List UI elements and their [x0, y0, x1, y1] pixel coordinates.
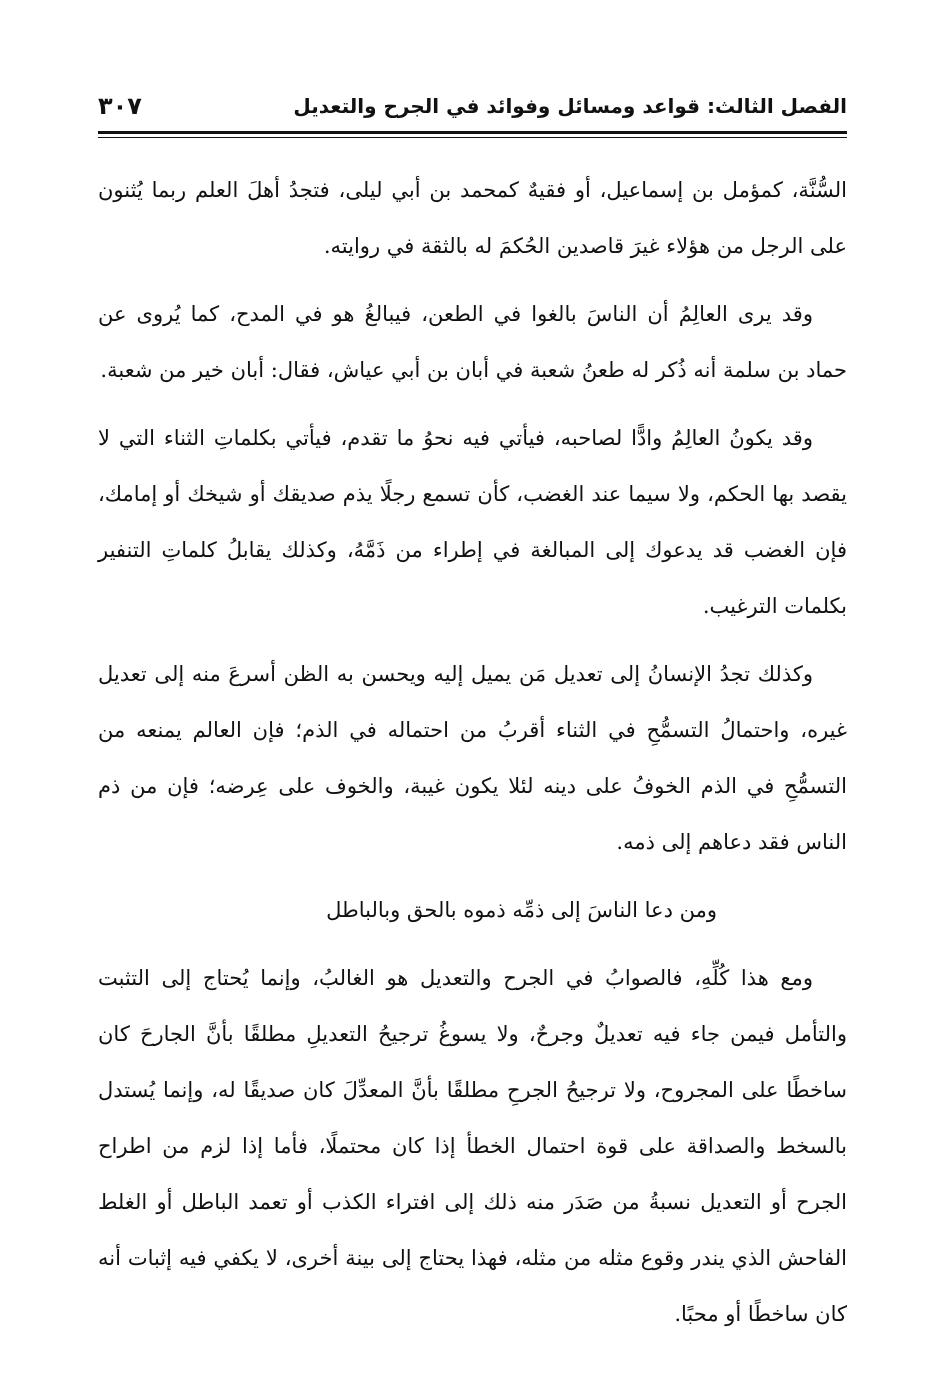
paragraph: وقد يكونُ العالِمُ وادًّا لصاحبه، فيأتي فيه نحوُ ما تقدم، فيأتي بكلماتِ الثناء التي لا يقصد بها الحكم، ولا سيما عند الغضب، كأن تسمع رجلًا يذم صديقك أو شيخك أو إمامك، فإن الغضب قد يدعوك إلى المبالغة في إطراء من ذَمَّهُ، وكذلك يقابلُ كلماتِ التنفير بكلمات الترغيب. [98, 426, 847, 618]
paragraph: وكذلك تجدُ الإنسانُ إلى تعديل مَن يميل إليه ويحسن به الظن أسرعَ منه إلى تعديل غيره، واحتمالُ التسمُّحِ في الثناء أقربُ من احتماله في الذم؛ فإن العالم يمنعه من التسمُّحِ في الذم الخوفُ على دينه لئلا يكون غيبة، والخوف على عِرضه؛ فإن من ذم الناس فقد دعاهم إلى ذمه. [98, 662, 847, 854]
page-header [98, 86, 847, 126]
paragraph: وقد يرى العالِمُ أن الناسَ بالغوا في الطعن، فيبالغُ هو في المدح، كما يُروى عن حماد بن سلمة أنه ذُكر له طعنُ شعبة في أبان بن أبي عياش، فقال: أبان خير من شعبة. [98, 302, 847, 382]
page-number: ٣٠٧ [98, 92, 142, 120]
header-rule-thick [98, 131, 847, 134]
body-text [98, 162, 847, 1354]
running-title: الفصل الثالث: قواعد ومسائل وفوائد في الجرح والتعديل [293, 94, 847, 118]
header-rule-thin [98, 137, 847, 138]
verse-line: ومن دعا الناسَ إلى ذمِّه ذموه بالحق وبالباطل [326, 898, 717, 922]
paragraph: السُّنَّة، كمؤمل بن إسماعيل، أو فقيهٌ كمحمد بن أبي ليلى، فتجدُ أهلَ العلم ربما يُثنون على الرجل من هؤلاء غيرَ قاصدين الحُكمَ له بالثقة في روايته. [98, 178, 847, 258]
paragraph: ومع هذا كُلِّهِ، فالصوابُ في الجرح والتعديل هو الغالبُ، وإنما يُحتاج إلى التثبت والتأمل فيمن جاء فيه تعديلٌ وجرحٌ، ولا يسوغُ ترجيحُ التعديلِ مطلقًا بأنَّ الجارحَ كان ساخطًا على المجروح، ولا ترجيحُ الجرحِ مطلقًا بأنَّ المعدِّلَ كان صديقًا له، وإنما يُستدل بالسخط والصداقة على قوة احتمال الخطأ إذا كان محتملًا، فأما إذا لزم من اطراح الجرح أو التعديل نسبةُ من صَدَر منه ذلك إلى افتراء الكذب أو تعمد الباطل أو الغلط الفاحش الذي يندر وقوع مثله من مثله، فهذا يحتاج إلى بينة أخرى، لا يكفي فيه إثبات أنه كان ساخطًا أو محبًا. [98, 966, 847, 1326]
